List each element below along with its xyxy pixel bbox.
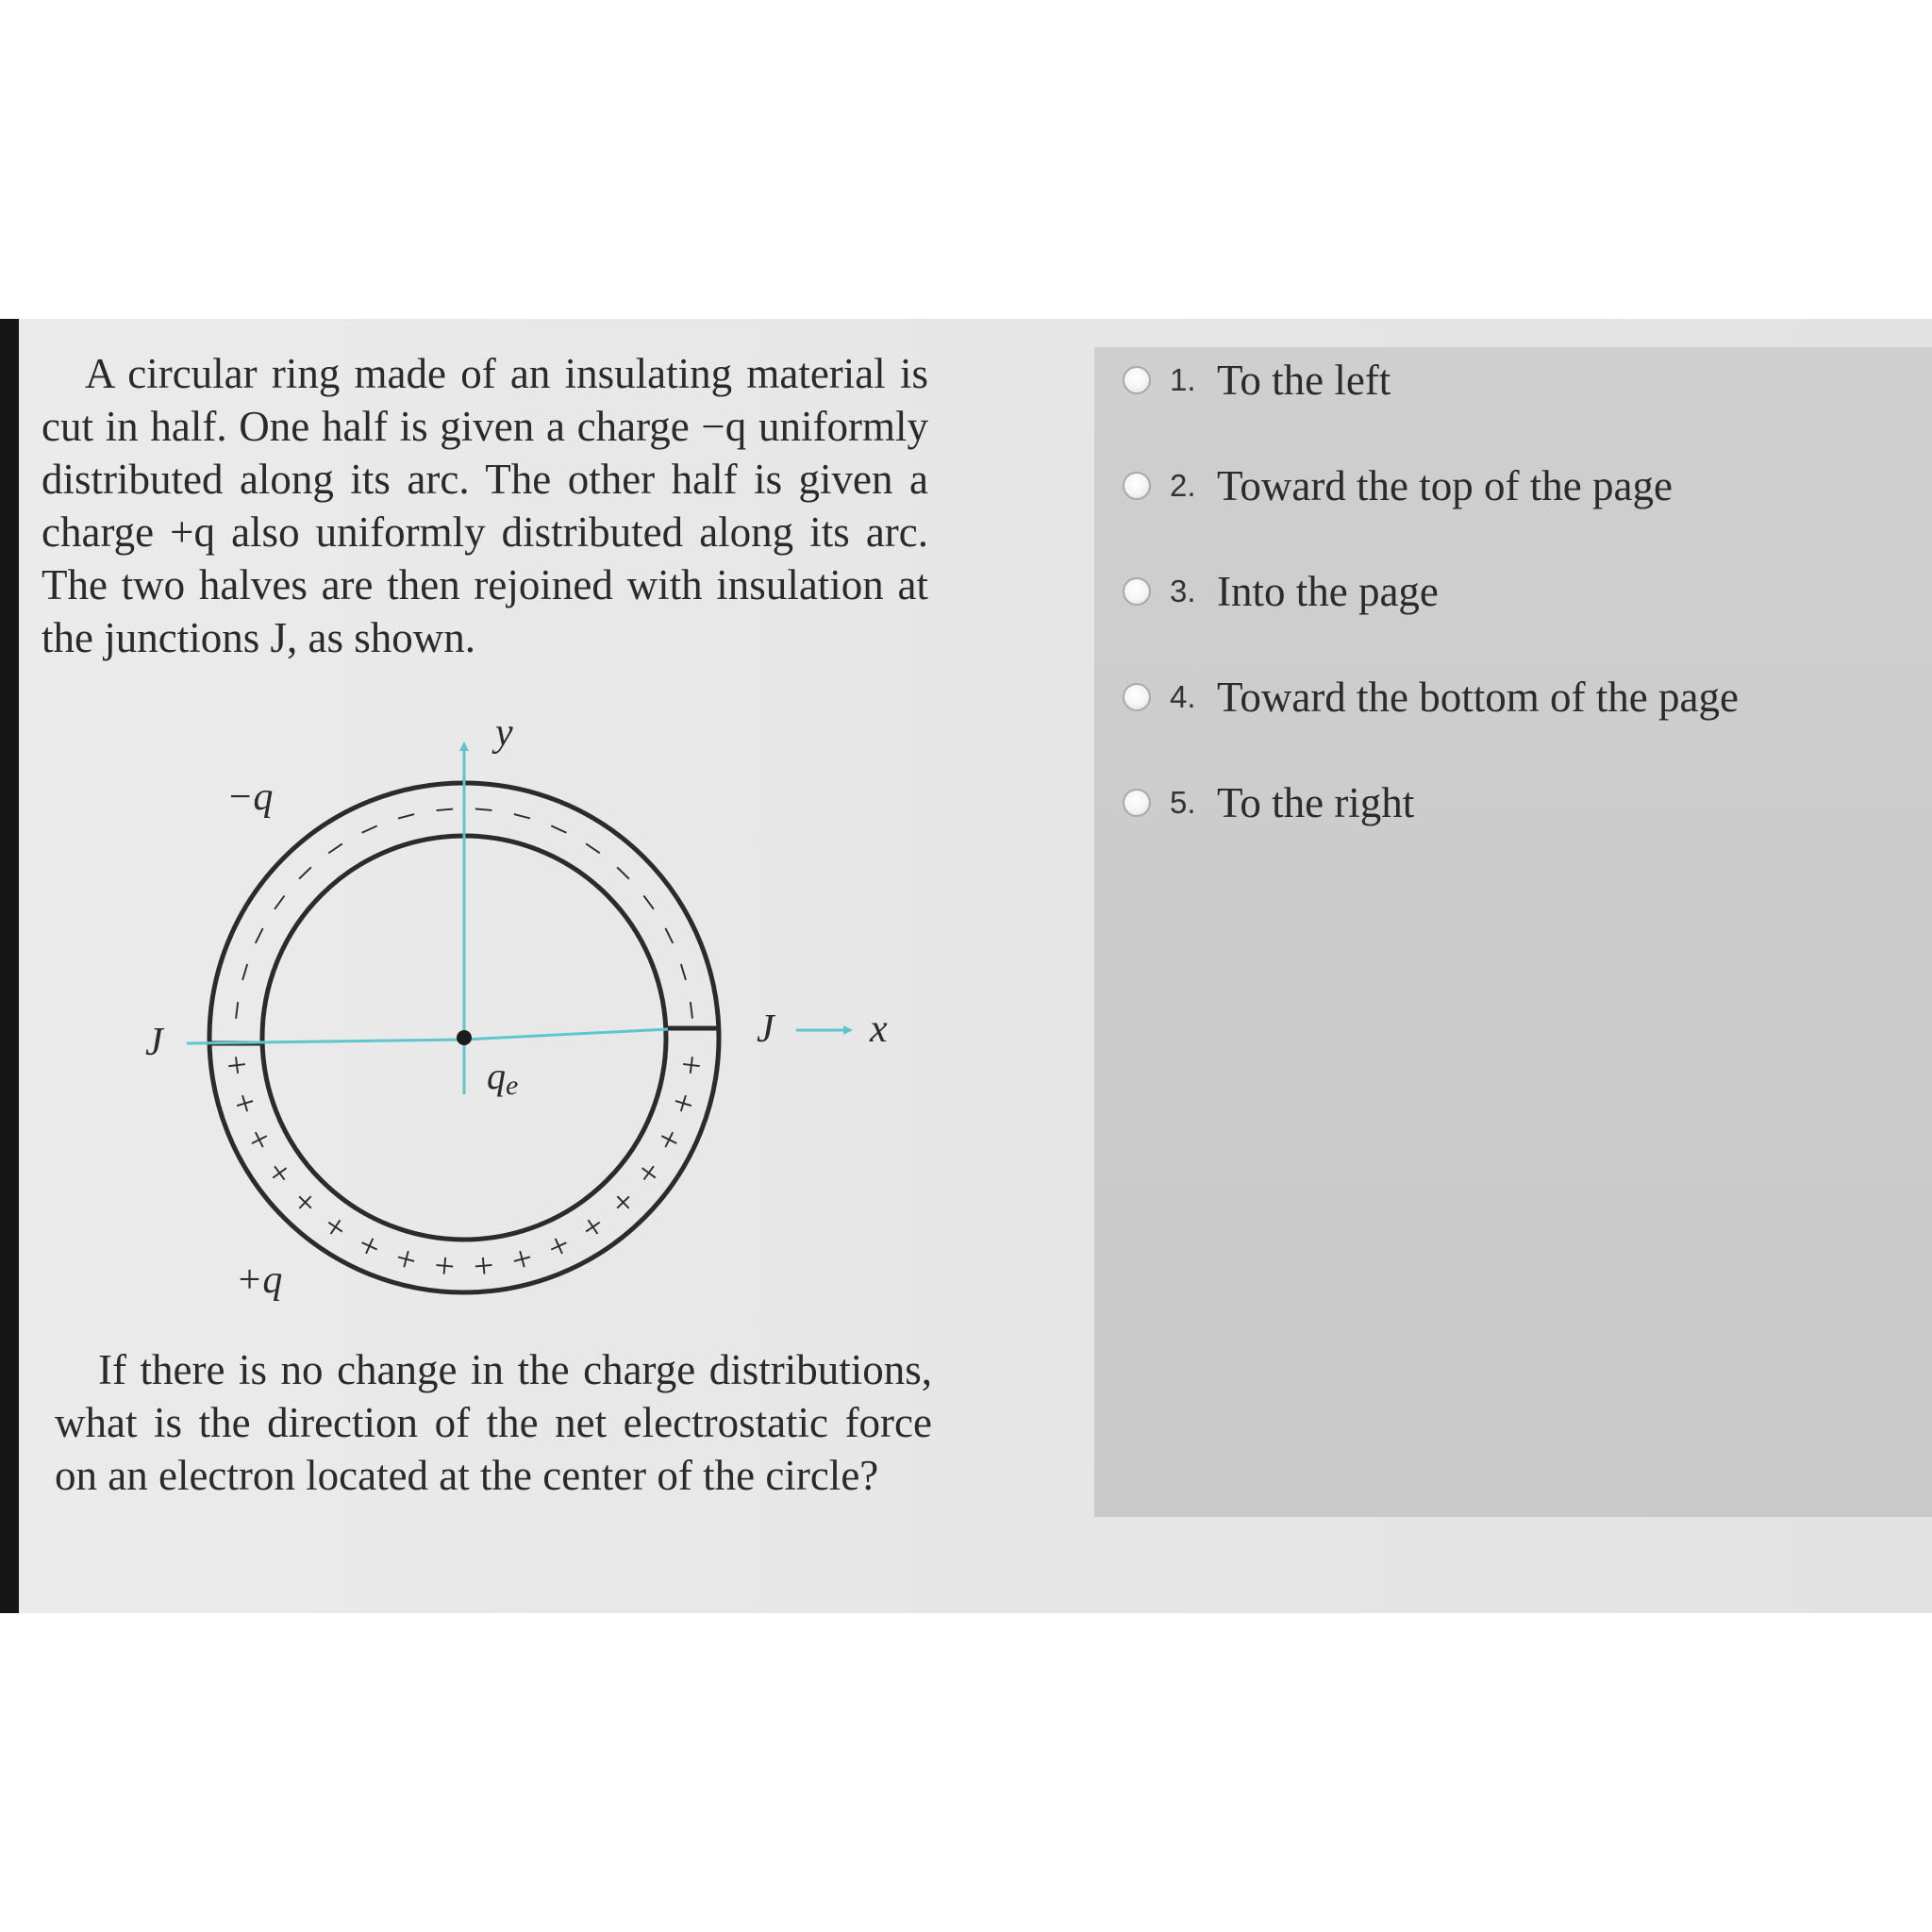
- plus-charge-mark: +: [472, 1244, 496, 1286]
- plus-charge-mark: +: [258, 1152, 303, 1193]
- plus-charge-mark: +: [237, 1121, 282, 1158]
- electron-dot: [457, 1030, 472, 1045]
- radio-button-icon[interactable]: [1123, 472, 1151, 500]
- junction-label-left: J: [145, 1021, 163, 1064]
- option-label: Toward the bottom of the page: [1217, 674, 1739, 721]
- plus-charge-mark: +: [646, 1121, 691, 1158]
- minus-charge-mark: −: [216, 997, 258, 1024]
- negative-charge-label: −q: [226, 775, 274, 819]
- x-axis-segment-right: [464, 1029, 668, 1040]
- minus-charge-mark: −: [670, 997, 712, 1024]
- plus-charge-mark: +: [541, 1223, 576, 1268]
- radio-button-icon[interactable]: [1123, 789, 1151, 817]
- minus-charge-mark: −: [224, 957, 268, 988]
- minus-charge-mark: −: [472, 790, 496, 831]
- answer-option-5[interactable]: [1123, 774, 1414, 831]
- plus-charge-mark: +: [601, 1180, 644, 1224]
- problem-intro-text: A circular ring made of an insulating material is cut in half. One half is given a charge −q uniformly distributed along its arc. The other half is given a charge +q also uniformly distributed along its arc. The two halves are then rejoined with insulation at the junctions J, as shown.: [42, 350, 928, 661]
- option-number: 5.: [1170, 785, 1196, 820]
- center-charge-label: qe: [487, 1055, 519, 1101]
- plus-charge-mark: +: [660, 1088, 705, 1119]
- plus-charge-mark: +: [670, 1052, 712, 1078]
- option-number: 2.: [1170, 468, 1196, 503]
- option-number: 1.: [1170, 362, 1196, 397]
- plus-charge-mark: +: [432, 1244, 457, 1286]
- plus-charge-mark: +: [573, 1204, 612, 1249]
- minus-charge-mark: −: [284, 852, 327, 895]
- option-label: To the left: [1217, 357, 1391, 404]
- minus-charge-mark: −: [541, 808, 576, 853]
- plus-charge-mark: +: [216, 1052, 258, 1078]
- plus-charge-mark: +: [391, 1237, 422, 1281]
- option-label: To the right: [1217, 779, 1415, 826]
- plus-charge-mark: +: [352, 1223, 388, 1268]
- minus-charge-mark: −: [507, 794, 537, 839]
- minus-charge-mark: −: [258, 882, 303, 924]
- minus-charge-mark: −: [237, 918, 282, 955]
- x-axis-label: x: [870, 1008, 888, 1051]
- radio-button-icon[interactable]: [1123, 683, 1151, 711]
- answer-panel: [1094, 347, 1932, 1517]
- answer-option-4[interactable]: [1123, 669, 1739, 725]
- plus-charge-mark: +: [625, 1152, 671, 1193]
- minus-charge-mark: −: [352, 808, 388, 853]
- y-axis-label: y: [495, 711, 513, 755]
- radio-button-icon[interactable]: [1123, 577, 1151, 606]
- answer-option-2[interactable]: [1123, 458, 1673, 514]
- junction-label-right: J: [757, 1008, 774, 1051]
- minus-charge-mark: −: [432, 790, 457, 831]
- radio-button-icon[interactable]: [1123, 366, 1151, 394]
- option-label: Into the page: [1217, 568, 1439, 615]
- option-number: 3.: [1170, 574, 1196, 608]
- plus-charge-mark: +: [224, 1088, 268, 1119]
- option-number: 4.: [1170, 679, 1196, 714]
- option-label: Toward the top of the page: [1217, 462, 1673, 509]
- plus-charge-mark: +: [284, 1180, 327, 1224]
- minus-charge-mark: −: [660, 957, 705, 988]
- minus-charge-mark: −: [601, 852, 644, 895]
- minus-charge-mark: −: [391, 794, 422, 839]
- photo-edge-strip: [0, 319, 19, 1613]
- positive-charge-label: +q: [236, 1258, 283, 1302]
- plus-charge-mark: +: [316, 1204, 356, 1249]
- plus-charge-mark: +: [507, 1237, 537, 1281]
- charged-ring-figure: [113, 698, 924, 1321]
- problem-question-text: If there is no change in the charge distributions, what is the direction of the net electrostatic force on an electron located at the center of the circle?: [55, 1346, 932, 1499]
- answer-option-3[interactable]: [1123, 563, 1439, 620]
- minus-charge-mark: −: [316, 826, 356, 872]
- x-axis-segment-left: [187, 1040, 464, 1043]
- minus-charge-mark: −: [625, 882, 671, 924]
- minus-charge-mark: −: [573, 826, 612, 872]
- minus-charge-mark: −: [646, 918, 691, 955]
- answer-option-1[interactable]: [1123, 352, 1391, 408]
